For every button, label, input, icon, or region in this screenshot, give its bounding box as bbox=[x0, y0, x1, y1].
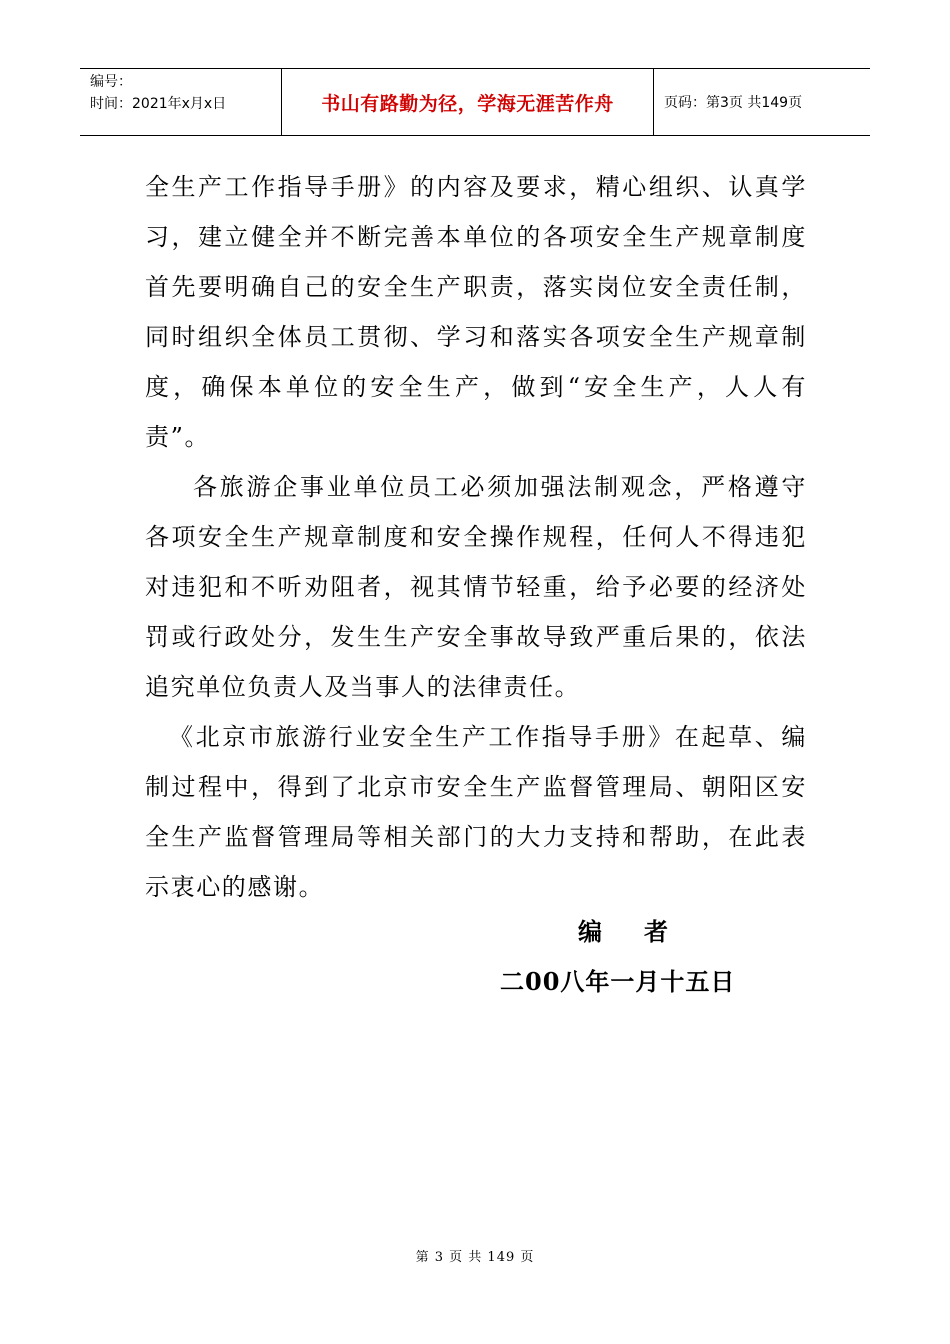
signature-author-part-1: 编 bbox=[578, 917, 604, 946]
signature-author-part-2: 者 bbox=[644, 917, 670, 946]
page-footer: 第 3 页 共 149 页 bbox=[415, 1250, 535, 1265]
paragraph-acknowledgement: 《北京市旅游行业安全生产工作指导手册》在起草、编制过程中，得到了北京市安全生产监督管理局、朝阳区安全生产监督管理局等相关部门的大力支持和帮助，在此表示衷心的感谢。 bbox=[145, 723, 807, 901]
paragraph-staff-duties: 各旅游企事业单位员工必须加强法制观念，严格遵守各项安全生产规章制度和安全操作规程，任何人不得违犯对违犯和不听劝阻者，视其情节轻重，给予必要的经济处罚或行政处分，发生生产安全事故导致严重后果的，依法追究单位负责人及当事人的法律责任。 bbox=[145, 473, 807, 701]
document-body bbox=[145, 162, 807, 912]
header-motto: 书山有路勤为径，学海无涯苦作舟 bbox=[282, 69, 654, 135]
signature-date: 二00八年一月十五日 bbox=[500, 967, 736, 996]
header-page-info: 页码：第3页 共149页 bbox=[664, 95, 803, 111]
signature-author bbox=[578, 912, 670, 947]
number-label: 编号： bbox=[90, 74, 132, 90]
header-meta-cell bbox=[80, 69, 282, 135]
paragraph-continuation: 全生产工作指导手册》的内容及要求，精心组织、认真学习，建立健全并不断完善本单位的各项安全生产规章制度首先要明确自己的安全生产职责，落实岗位安全责任制，同时组织全体员工贯彻、学习和落实各项安全生产规章制度，确保本单位的安全生产，做到“安全生产，人人有责”。 bbox=[145, 173, 807, 451]
time-label: 时间：2021年x月x日 bbox=[90, 96, 227, 112]
page-header bbox=[80, 68, 870, 136]
